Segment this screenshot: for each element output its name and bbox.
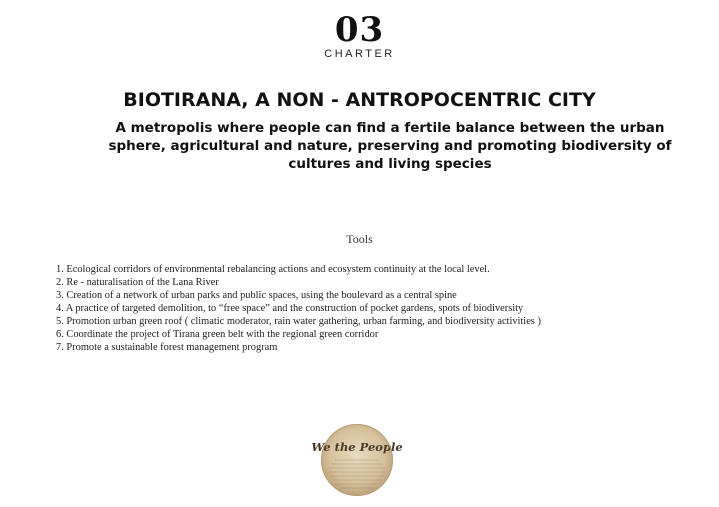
tool-item: 2. Re - naturalisation of the Lana River [56, 277, 219, 288]
chapter-number: 03 [334, 10, 385, 50]
tool-item: 6. Coordinate the project of Tirana green belt with the regional green corridor [56, 329, 379, 340]
chapter-label: CHARTER [324, 48, 395, 60]
seal-script: We the People [311, 440, 403, 454]
tool-item: 5. Promotion urban green roof ( climatic moderator, rain water gathering, urban farming, and biodiversity activities ) [56, 316, 541, 327]
seal-graphic [311, 424, 403, 496]
tool-item: 3. Creation of a network of urban parks and public spaces, using the boulevard as a central spine [56, 290, 457, 301]
page-title: BIOTIRANA, A NON - ANTROPOCENTRIC CITY [123, 89, 596, 111]
page-subtitle: A metropolis where people can find a fertile balance between the urban sphere, agricultural and nature, preserving and promoting biodiversity of cultures and living species [108, 120, 672, 172]
tool-item: 7. Promote a sustainable forest management program [56, 342, 278, 353]
tools-list [56, 263, 696, 354]
tools-heading: Tools [346, 232, 373, 246]
tool-item: 1. Ecological corridors of environmental rebalancing actions and ecosystem continuity at the local level. [56, 264, 490, 275]
chapter-header [0, 12, 719, 60]
we-the-people-seal-image [311, 424, 403, 496]
tool-item: 4. A practice of targeted demolition, to “free space” and the construction of pocket gardens, spots of biodiversity [56, 303, 524, 314]
